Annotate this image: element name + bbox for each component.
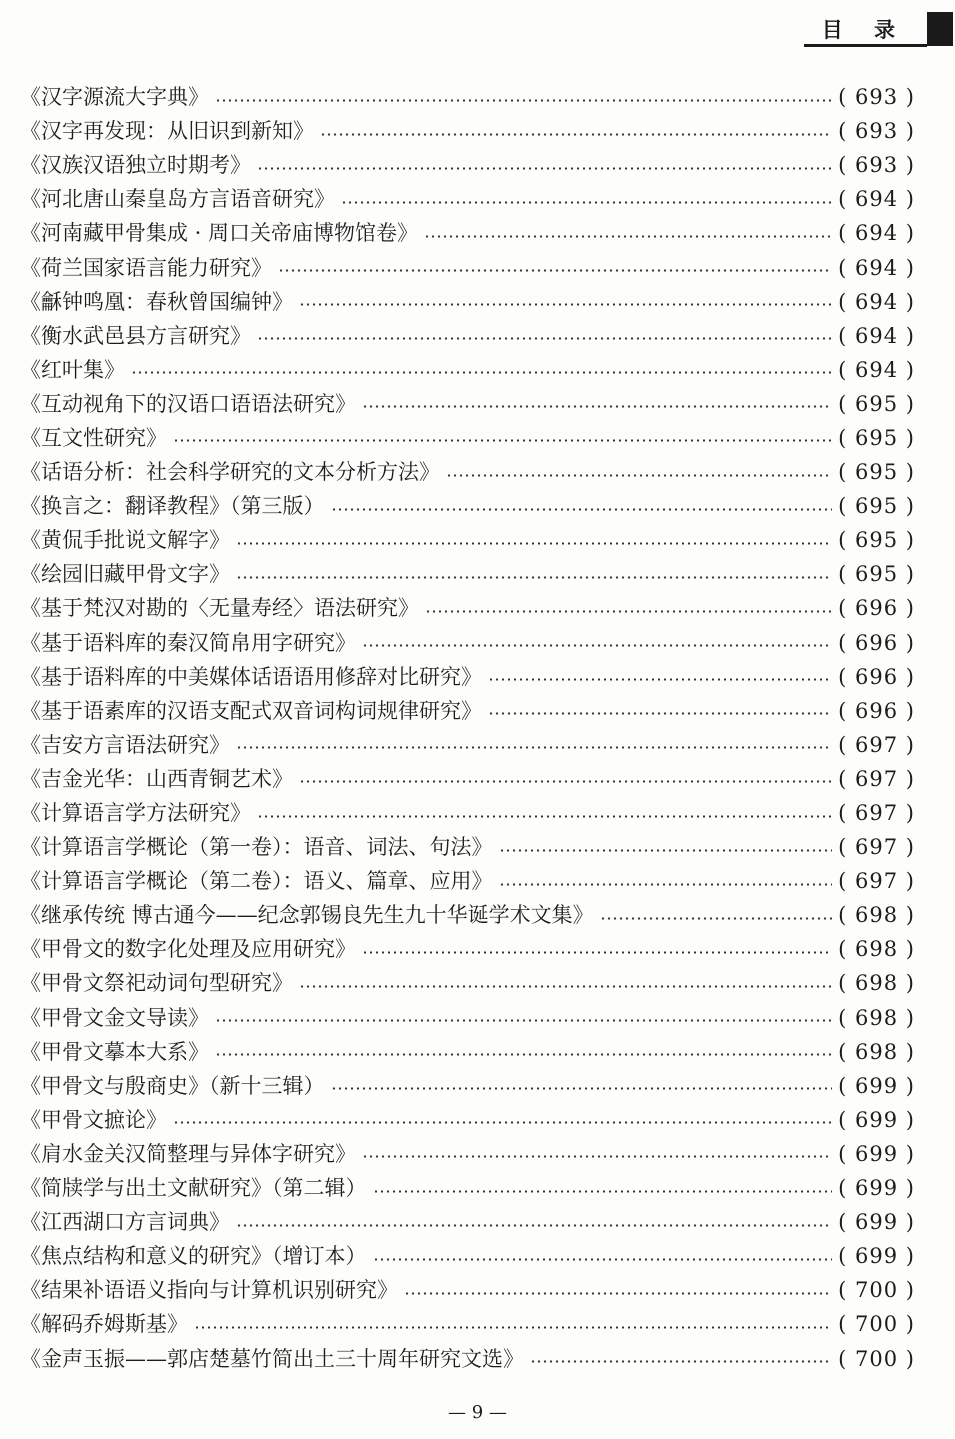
entry-title: 《肩水金关汉简整理与异体字研究》 [20, 1141, 356, 1166]
dot-leader [236, 1224, 832, 1227]
page-number: — 9 — [448, 1402, 507, 1423]
entry-page: ( 700 ) [838, 1346, 915, 1371]
entry-title: 《龢钟鸣凰：春秋曾国编钟》 [20, 289, 293, 314]
entry-title: 《荷兰国家语言能力研究》 [20, 255, 272, 280]
entry-title: 《基于语料库的秦汉简帛用字研究》 [20, 630, 356, 655]
toc-entry [20, 319, 915, 353]
toc-entry [20, 1307, 915, 1341]
dot-leader [341, 201, 832, 204]
dot-leader [194, 1326, 832, 1329]
entry-page: ( 698 ) [838, 971, 915, 996]
entry-title: 《绘园旧藏甲骨文字》 [20, 562, 230, 587]
entry-page: ( 697 ) [838, 732, 915, 757]
entry-title: 《基于语料库的中美媒体话语语用修辞对比研究》 [20, 664, 482, 689]
entry-page: ( 700 ) [838, 1312, 915, 1337]
entry-page: ( 699 ) [838, 1244, 915, 1269]
dot-leader [299, 303, 832, 306]
entry-page: ( 697 ) [838, 869, 915, 894]
entry-title: 《吉金光华：山西青铜艺术》 [20, 766, 293, 791]
entry-title: 《甲骨文摹本大系》 [20, 1039, 209, 1064]
toc-entry [20, 1341, 915, 1375]
dot-leader [331, 508, 833, 511]
entry-title: 《甲骨文金文导读》 [20, 1005, 209, 1030]
dot-leader [215, 1053, 832, 1056]
dot-leader [373, 1258, 833, 1261]
toc-entry [20, 864, 915, 898]
dot-leader [236, 746, 832, 749]
toc-entry [20, 591, 915, 625]
dot-leader [236, 576, 832, 579]
dot-leader [236, 542, 832, 545]
toc-entry [20, 1239, 915, 1273]
dot-leader [362, 951, 832, 954]
dot-leader [257, 167, 832, 170]
entry-title: 《互文性研究》 [20, 425, 167, 450]
entry-title: 《甲骨文摭论》 [20, 1107, 167, 1132]
toc-entry [20, 80, 915, 114]
dot-leader [299, 780, 832, 783]
entry-page: ( 695 ) [838, 562, 915, 587]
entry-title: 《基于语素库的汉语支配式双音词构词规律研究》 [20, 698, 482, 723]
toc-entry [20, 387, 915, 421]
toc-entry [20, 1103, 915, 1137]
toc-entry [20, 1001, 915, 1035]
entry-page: ( 697 ) [838, 766, 915, 791]
dot-leader [446, 474, 832, 477]
toc-entry [20, 796, 915, 830]
entry-title: 《计算语言学方法研究》 [20, 801, 251, 826]
dot-leader [299, 985, 832, 988]
entry-title: 《甲骨文的数字化处理及应用研究》 [20, 937, 356, 962]
entry-page: ( 697 ) [838, 801, 915, 826]
toc-entry [20, 421, 915, 455]
dot-leader [278, 269, 832, 272]
entry-page: ( 696 ) [838, 664, 915, 689]
entry-title: 《河南藏甲骨集成 · 周口关帝庙博物馆卷》 [20, 221, 419, 246]
entry-page: ( 699 ) [838, 1141, 915, 1166]
dot-leader [215, 99, 832, 102]
header-black-block [927, 12, 953, 46]
entry-page: ( 695 ) [838, 460, 915, 485]
entry-title: 《河北唐山秦皇岛方言语音研究》 [20, 187, 335, 212]
entry-page: ( 698 ) [838, 1039, 915, 1064]
entry-page: ( 693 ) [838, 85, 915, 110]
dot-leader [362, 405, 832, 408]
dot-leader [600, 917, 832, 920]
entry-title: 《计算语言学概论（第二卷）：语义、篇章、应用》 [20, 869, 493, 894]
toc-entry [20, 626, 915, 660]
entry-page: ( 699 ) [838, 1107, 915, 1132]
toc-entry [20, 660, 915, 694]
dot-leader [173, 439, 832, 442]
toc-entry [20, 1035, 915, 1069]
entry-page: ( 696 ) [838, 698, 915, 723]
toc-entry [20, 523, 915, 557]
toc-entry [20, 285, 915, 319]
dot-leader [499, 849, 833, 852]
entry-title: 《金声玉振——郭店楚墓竹简出土三十周年研究文选》 [20, 1346, 524, 1371]
entry-title: 《汉字源流大字典》 [20, 85, 209, 110]
entry-title: 《江西湖口方言词典》 [20, 1210, 230, 1235]
dot-leader [257, 815, 832, 818]
entry-title: 《话语分析：社会科学研究的文本分析方法》 [20, 460, 440, 485]
toc-entry [20, 1069, 915, 1103]
entry-title: 《换言之：翻译教程》（第三版） [20, 494, 325, 519]
dot-leader [331, 1087, 833, 1090]
entry-title: 《基于梵汉对勘的〈无量寿经〉语法研究》 [20, 596, 419, 621]
entry-page: ( 698 ) [838, 937, 915, 962]
toc-entry [20, 1137, 915, 1171]
entry-page: ( 694 ) [838, 323, 915, 348]
entry-page: ( 697 ) [838, 835, 915, 860]
toc-entry [20, 216, 915, 250]
entry-page: ( 695 ) [838, 391, 915, 416]
toc-entry [20, 830, 915, 864]
dot-leader [404, 1292, 832, 1295]
entry-title: 《互动视角下的汉语口语语法研究》 [20, 391, 356, 416]
dot-leader [499, 883, 833, 886]
header-label: 目 录 [821, 17, 907, 42]
entry-title: 《简牍学与出土文献研究》（第二辑） [20, 1176, 367, 1201]
toc-entry [20, 898, 915, 932]
dot-leader [362, 1155, 832, 1158]
entry-page: ( 694 ) [838, 357, 915, 382]
dot-leader [488, 712, 832, 715]
entry-page: ( 695 ) [838, 528, 915, 553]
toc-entry [20, 762, 915, 796]
entry-title: 《衡水武邑县方言研究》 [20, 323, 251, 348]
entry-title: 《解码乔姆斯基》 [20, 1312, 188, 1337]
entry-page: ( 694 ) [838, 289, 915, 314]
toc-entry [20, 1205, 915, 1239]
toc-entry [20, 694, 915, 728]
entry-title: 《黄侃手批说文解字》 [20, 528, 230, 553]
toc-entry [20, 1171, 915, 1205]
toc-entry [20, 182, 915, 216]
entry-page: ( 694 ) [838, 187, 915, 212]
entry-page: ( 693 ) [838, 153, 915, 178]
entry-title: 《汉字再发现：从旧识到新知》 [20, 119, 314, 144]
toc-entry [20, 489, 915, 523]
toc-entry [20, 932, 915, 966]
entry-page: ( 699 ) [838, 1073, 915, 1098]
dot-leader [131, 371, 832, 374]
entry-title: 《继承传统 博古通今——纪念郭锡良先生九十华诞学术文集》 [20, 903, 594, 928]
toc-entry [20, 250, 915, 284]
dot-leader [257, 337, 832, 340]
toc-entry [20, 148, 915, 182]
toc-entry [20, 455, 915, 489]
entry-page: ( 699 ) [838, 1210, 915, 1235]
entry-page: ( 698 ) [838, 903, 915, 928]
entry-page: ( 695 ) [838, 425, 915, 450]
entry-page: ( 695 ) [838, 494, 915, 519]
entry-title: 《计算语言学概论（第一卷）：语音、词法、句法》 [20, 835, 493, 860]
entry-title: 《红叶集》 [20, 357, 125, 382]
toc-entry [20, 353, 915, 387]
entry-page: ( 694 ) [838, 221, 915, 246]
toc-list [20, 80, 915, 1376]
entry-title: 《汉族汉语独立时期考》 [20, 153, 251, 178]
dot-leader [530, 1360, 832, 1363]
toc-entry [20, 966, 915, 1000]
dot-leader [425, 610, 832, 613]
entry-page: ( 699 ) [838, 1176, 915, 1201]
toc-entry [20, 728, 915, 762]
entry-page: ( 693 ) [838, 119, 915, 144]
entry-page: ( 698 ) [838, 1005, 915, 1030]
entry-title: 《结果补语语义指向与计算机识别研究》 [20, 1278, 398, 1303]
entry-title: 《焦点结构和意义的研究》（增订本） [20, 1244, 367, 1269]
toc-entry [20, 1273, 915, 1307]
dot-leader [362, 644, 832, 647]
entry-page: ( 700 ) [838, 1278, 915, 1303]
dot-leader [373, 1190, 833, 1193]
entry-title: 《吉安方言语法研究》 [20, 732, 230, 757]
toc-entry [20, 557, 915, 591]
entry-page: ( 696 ) [838, 630, 915, 655]
entry-page: ( 696 ) [838, 596, 915, 621]
dot-leader [215, 1019, 832, 1022]
dot-leader [320, 133, 832, 136]
dot-leader [424, 235, 832, 238]
entry-title: 《甲骨文与殷商史》（新十三辑） [20, 1073, 325, 1098]
dot-leader [173, 1121, 832, 1124]
toc-entry [20, 114, 915, 148]
entry-title: 《甲骨文祭祀动词句型研究》 [20, 971, 293, 996]
entry-page: ( 694 ) [838, 255, 915, 280]
header-rule [804, 44, 927, 47]
dot-leader [488, 678, 832, 681]
